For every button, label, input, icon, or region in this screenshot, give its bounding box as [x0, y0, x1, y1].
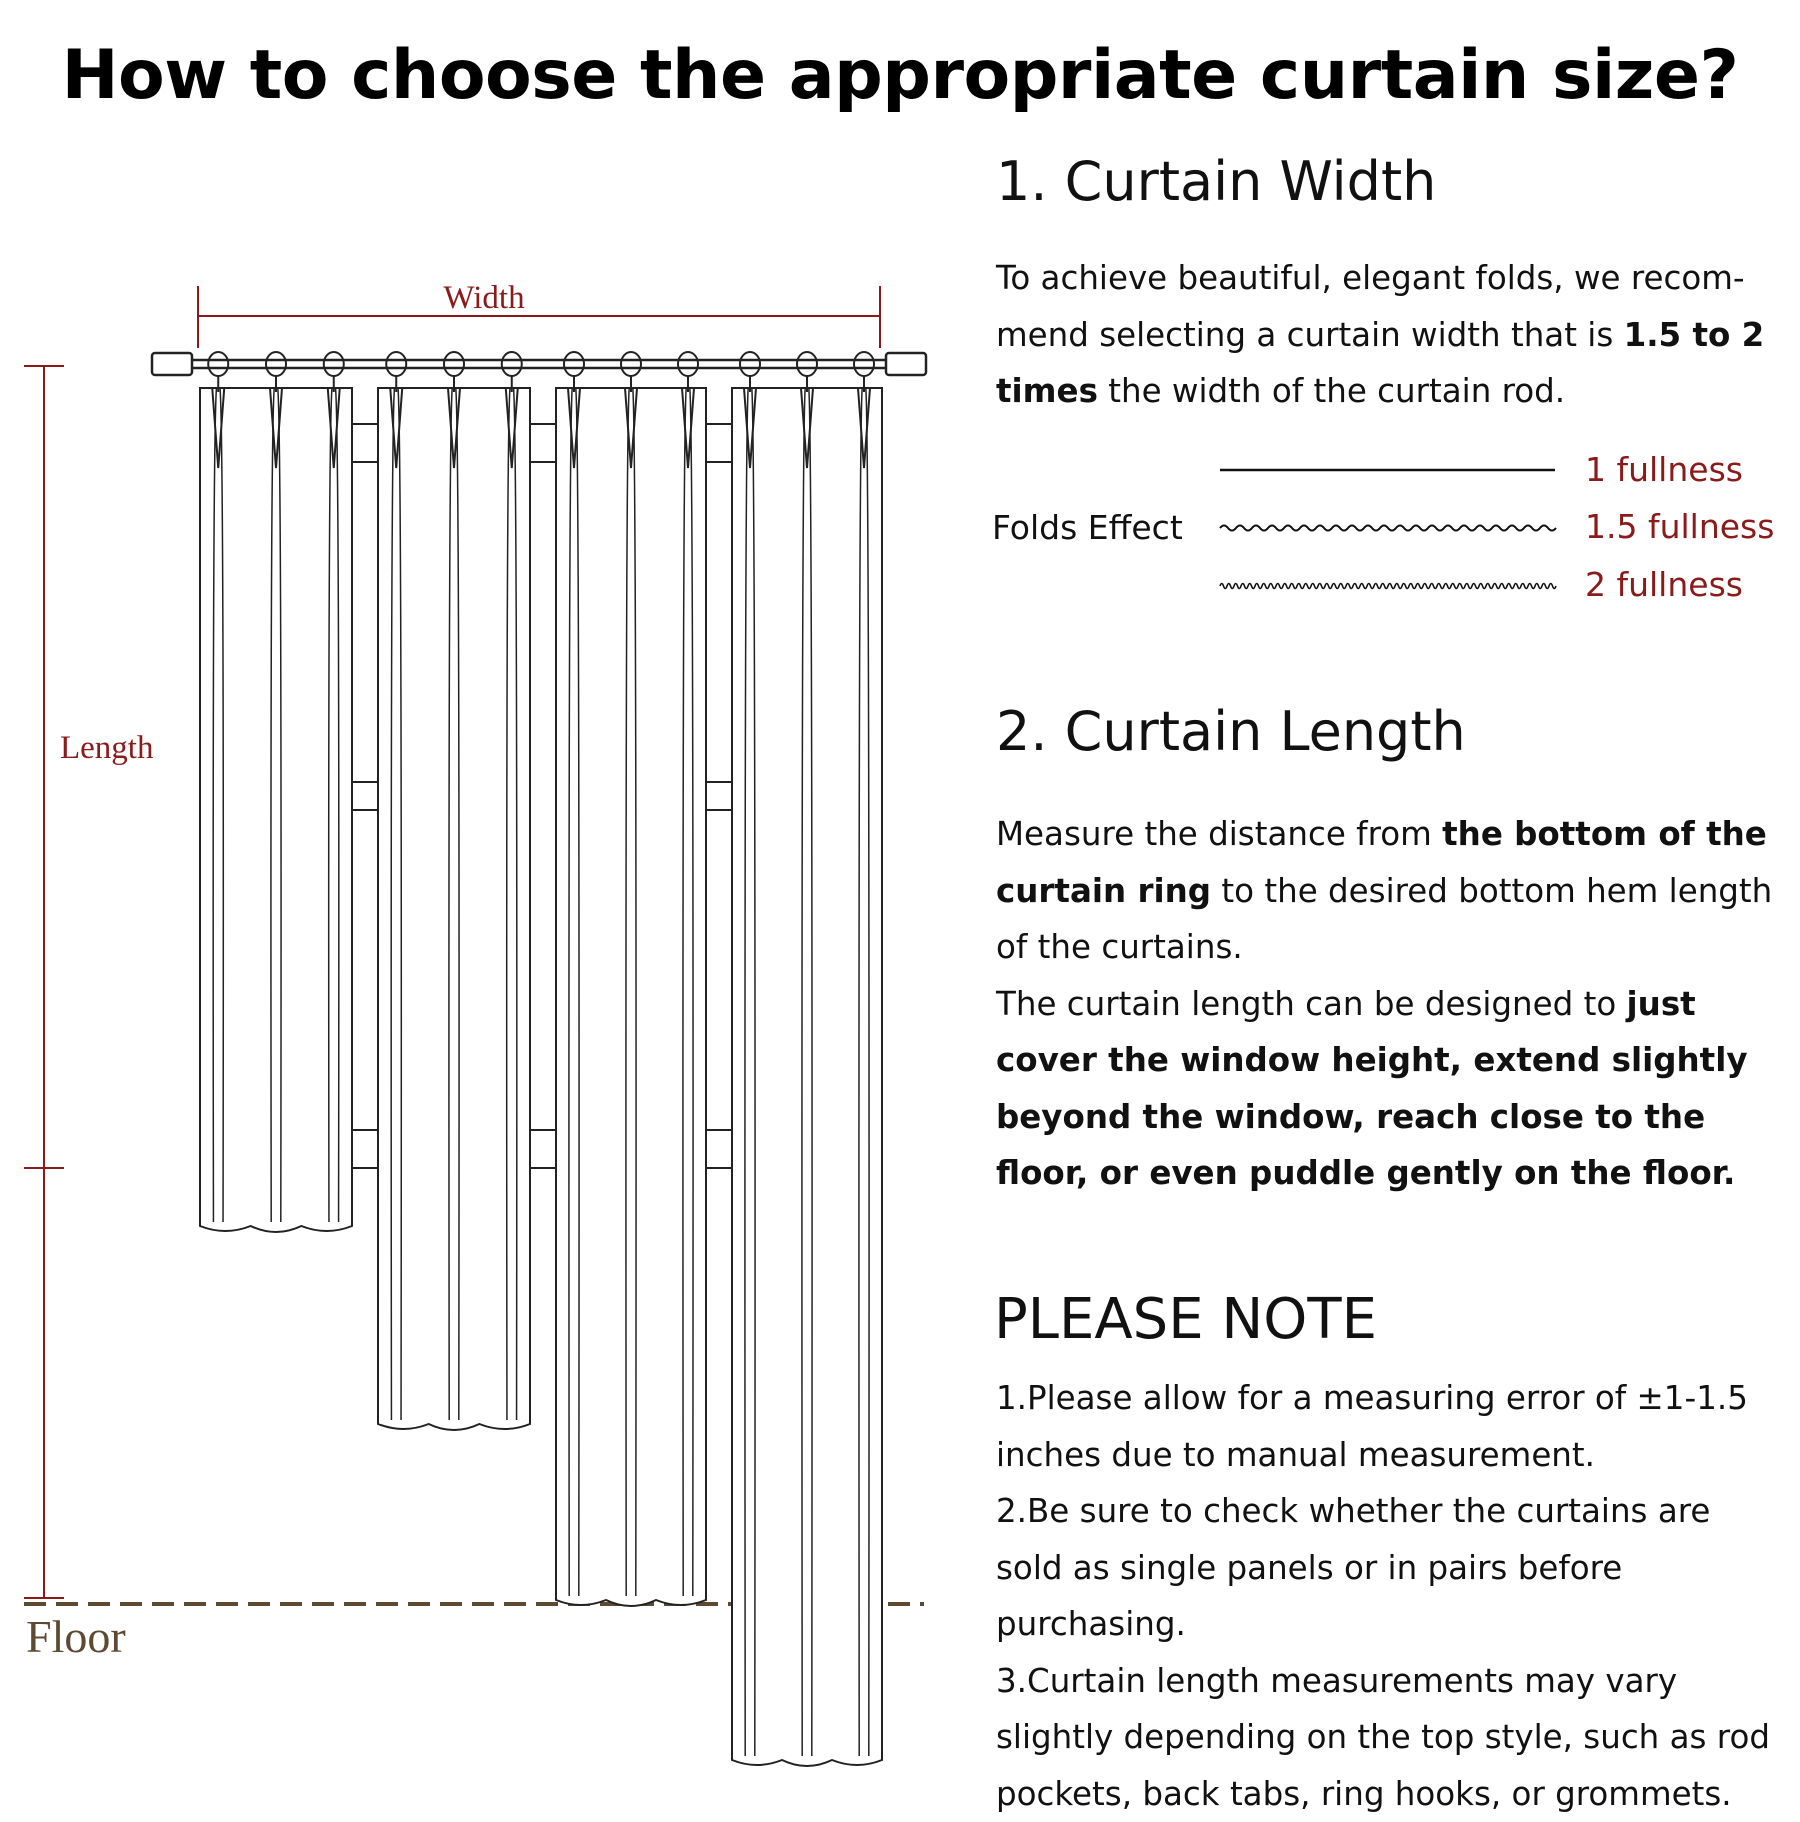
width-dimension: [198, 286, 880, 348]
width-text-before: To achieve beautiful, elegant folds, we recom-mend selecting a curtain width that is: [996, 259, 1745, 354]
note-item-3: 3.Curtain length measurements may vary slightly depending on the top style, such as rod pockets, back tabs, ring hooks, or grommets.: [996, 1653, 1786, 1822]
curtain-ring: [678, 352, 698, 376]
length-paragraph-1: [996, 806, 1786, 976]
folds-effect-label: Folds Effect: [992, 508, 1183, 547]
please-note-heading: PLEASE NOTE: [994, 1287, 1377, 1352]
length-label: Length: [60, 730, 154, 766]
folds-effect-lines: [1210, 450, 1560, 600]
width-label: Width: [443, 280, 525, 316]
curtain-ring: [324, 352, 344, 376]
curtain-ring: [502, 352, 522, 376]
fullness-1-5: 1.5 fullness: [1585, 507, 1774, 546]
fullness-1: 1 fullness: [1585, 450, 1743, 489]
note-item-1: 1.Please allow for a measuring error of ±1-1.5 inches due to manual measurement.: [996, 1370, 1786, 1483]
length-p1-b: to the desired bottom hem length of the curtains.: [996, 872, 1772, 967]
curtain-ring: [444, 352, 464, 376]
note-item-2: 2.Be sure to check whether the curtains are sold as single panels or in pairs before purchasing.: [996, 1483, 1786, 1653]
curtain-width-heading: 1. Curtain Width: [996, 150, 1436, 213]
fold-line-1-5x: [1220, 526, 1556, 531]
page-title: How to choose the appropriate curtain size?: [0, 36, 1800, 115]
length-p1-a: Measure the distance from: [996, 815, 1442, 853]
length-p2-bold: just cover the window height, extend slightly beyond the window, reach close to the floor, or even puddle gently on the floor.: [996, 985, 1748, 1193]
fold-line-2x: [1220, 584, 1556, 589]
length-p2-a: The curtain length can be designed to: [996, 985, 1627, 1023]
curtain-ring: [208, 352, 228, 376]
curtain-ring: [621, 352, 641, 376]
curtain-length-heading: 2. Curtain Length: [996, 700, 1466, 763]
curtain-ring: [266, 352, 286, 376]
curtain-ring: [740, 352, 760, 376]
fullness-2: 2 fullness: [1585, 565, 1743, 604]
curtain-panels: [200, 388, 882, 1766]
curtain-ring: [797, 352, 817, 376]
curtain-length-text: [996, 806, 1786, 1202]
length-paragraph-2: [996, 976, 1786, 1202]
length-p1-bold: the bottom of the curtain ring: [996, 815, 1767, 910]
width-text-bold: 1.5 to 2 times: [996, 316, 1764, 411]
curtain-ring: [854, 352, 874, 376]
curtain-ring: [386, 352, 406, 376]
curtain-width-text: [996, 250, 1786, 420]
note-list: [996, 1370, 1786, 1822]
curtain-rings: [208, 352, 874, 392]
width-text-after: the width of the curtain rod.: [1098, 372, 1565, 410]
floor-label: Floor: [26, 1611, 126, 1662]
curtain-ring: [564, 352, 584, 376]
length-dimension: [24, 366, 64, 1598]
